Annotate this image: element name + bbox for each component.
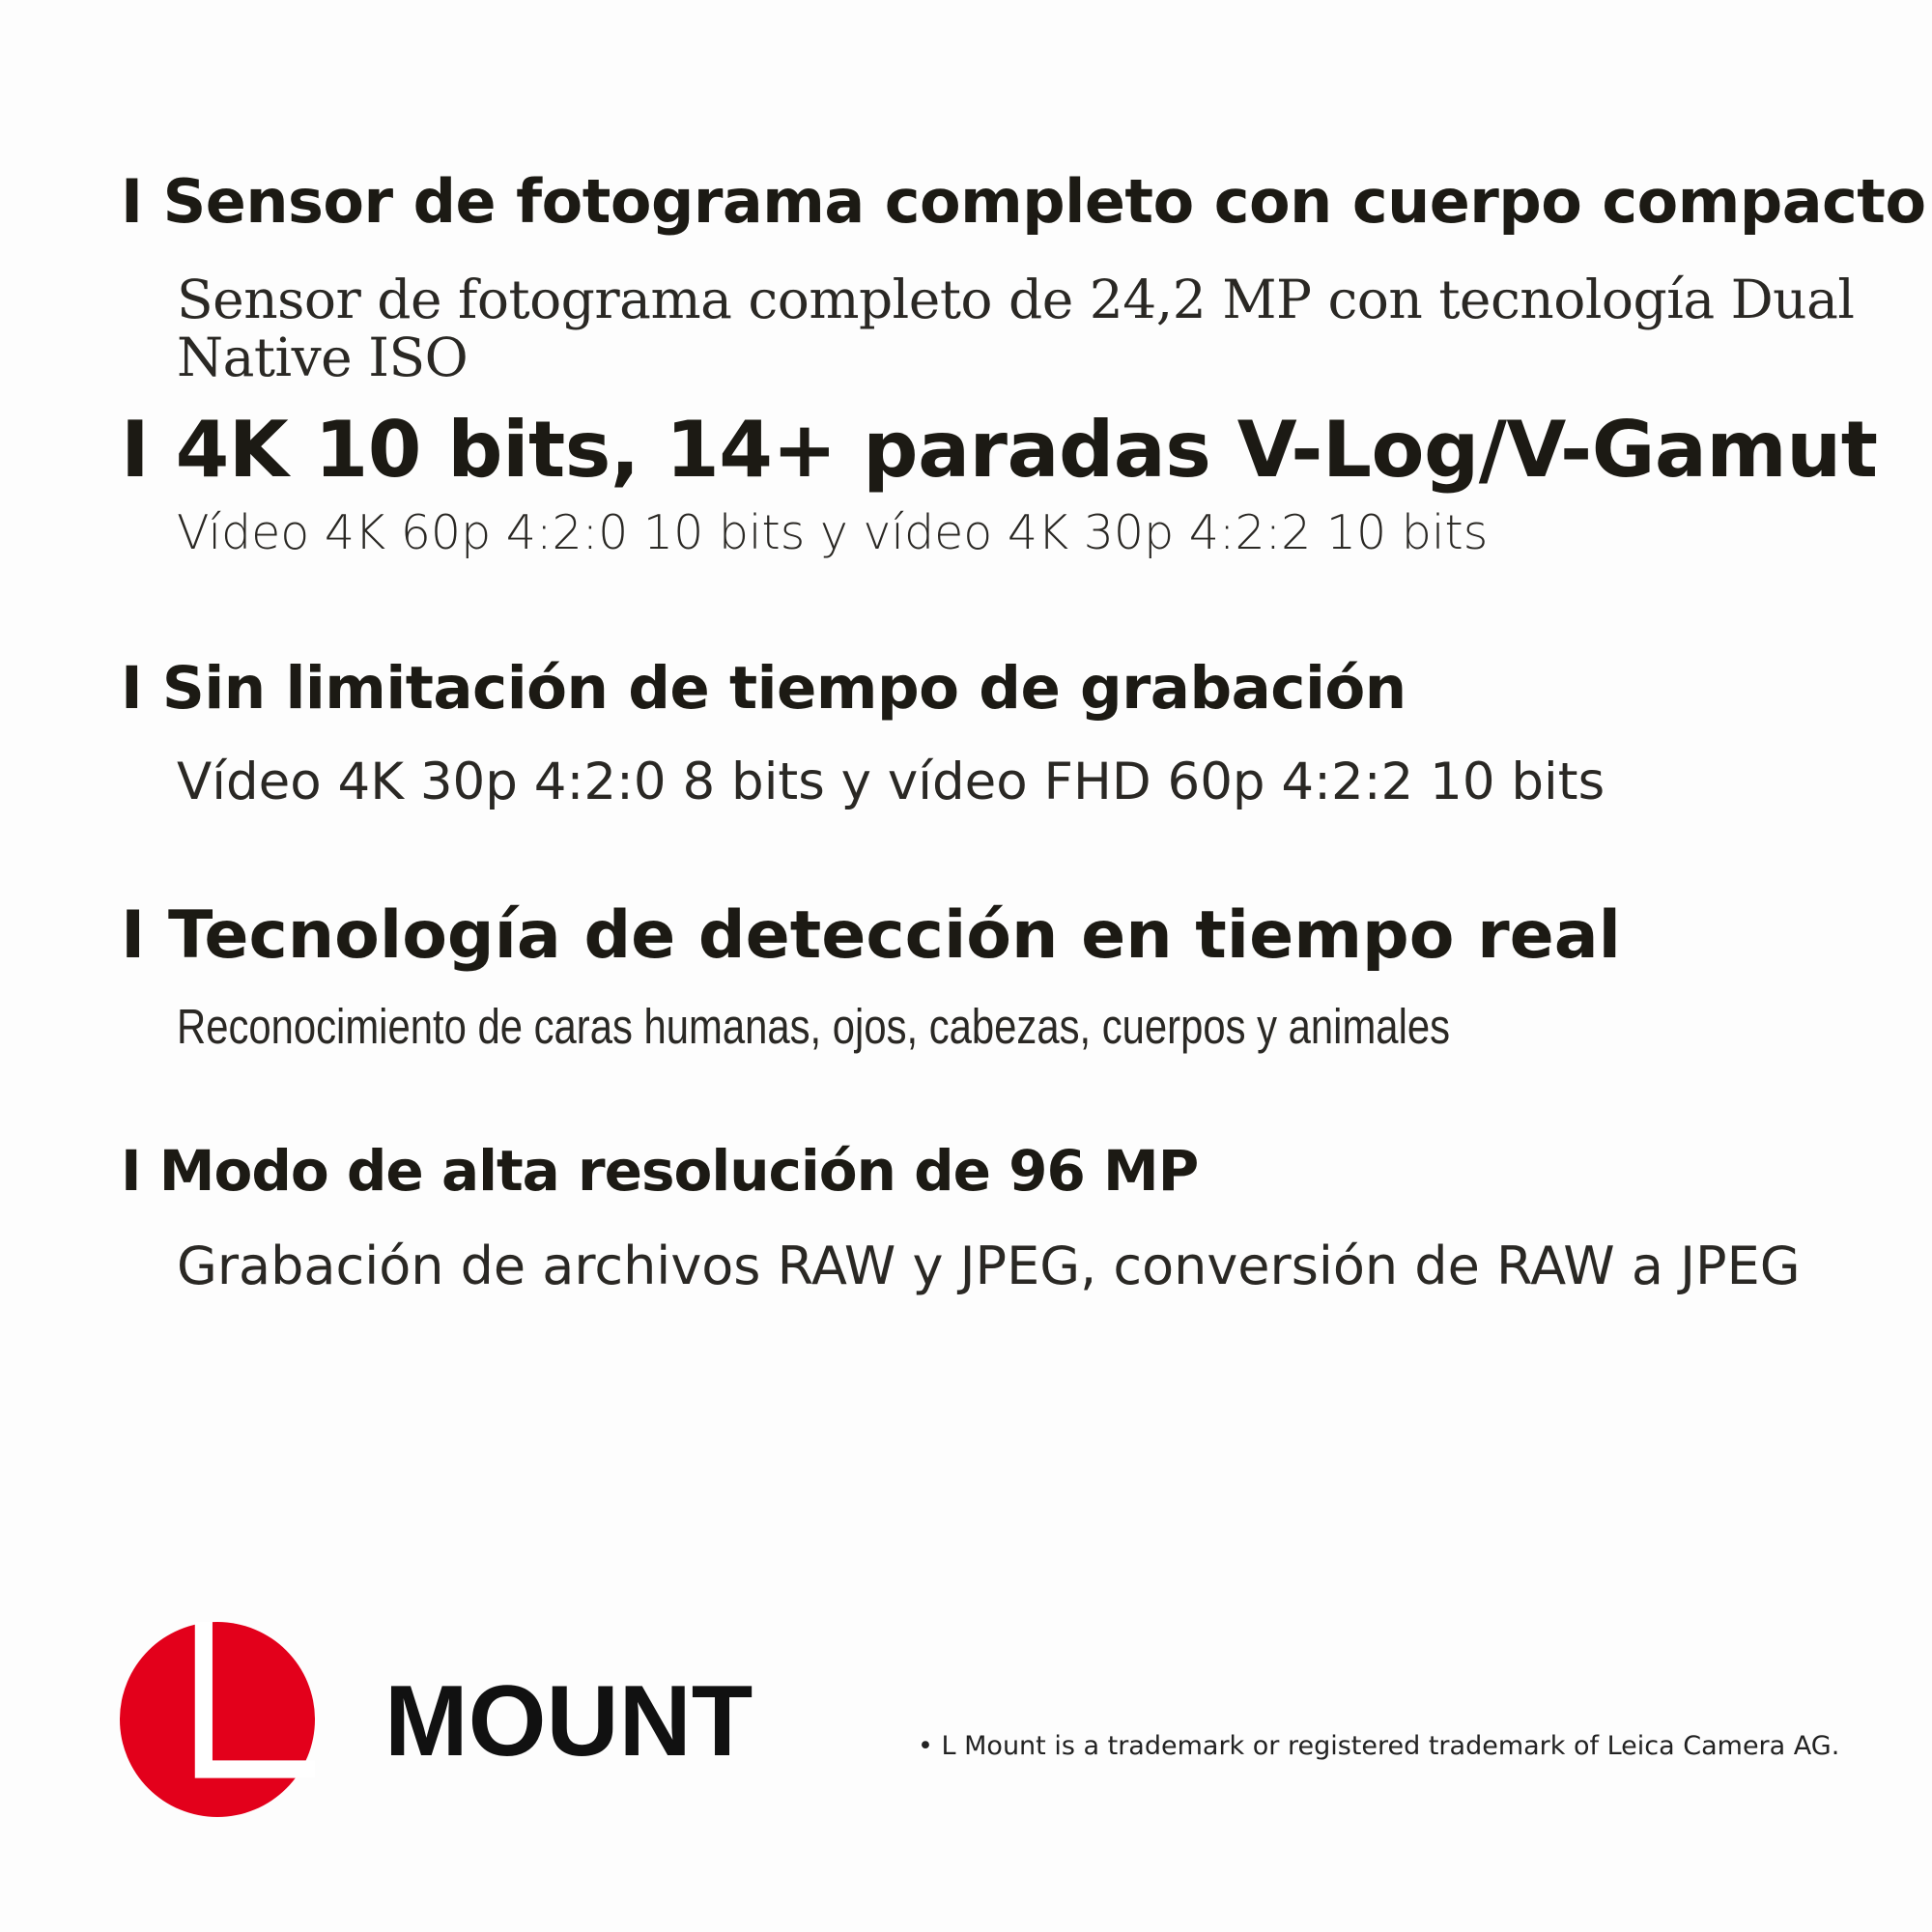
trademark-notice: • L Mount is a trademark or registered trademark of Leica Camera AG. bbox=[918, 1731, 1840, 1761]
feature-title-high-resolution: I Modo de alta resolución de 96 MP bbox=[121, 1138, 1199, 1204]
feature-description-recording-time: Vídeo 4K 30p 4:2:0 8 bits y vídeo FHD 60p 4:2:2 10 bits bbox=[177, 753, 1605, 811]
feature-title-detection: I Tecnología de detección en tiempo real bbox=[121, 897, 1621, 974]
l-mount-logo-icon bbox=[120, 1622, 315, 1817]
feature-description-4k-video: Vídeo 4K 60p 4:2:0 10 bits y vídeo 4K 30p 4:2:2 10 bits bbox=[177, 505, 1489, 560]
feature-description-detection: Reconocimiento de caras humanas, ojos, cabezas, cuerpos y animales bbox=[177, 999, 1451, 1054]
feature-description-sensor: Sensor de fotograma completo de 24,2 MP con tecnología Dual Native ISO bbox=[177, 269, 1855, 388]
feature-title-recording-time: I Sin limitación de tiempo de grabación bbox=[121, 654, 1406, 723]
logo-wordmark: MOUNT bbox=[384, 1665, 753, 1777]
feature-title-4k-video: I 4K 10 bits, 14+ paradas V-Log/V-Gamut bbox=[121, 405, 1878, 495]
feature-description-high-resolution: Grabación de archivos RAW y JPEG, conversión de RAW a JPEG bbox=[177, 1236, 1801, 1296]
feature-title-sensor: I Sensor de fotograma completo con cuerpo compacto bbox=[121, 166, 1926, 237]
